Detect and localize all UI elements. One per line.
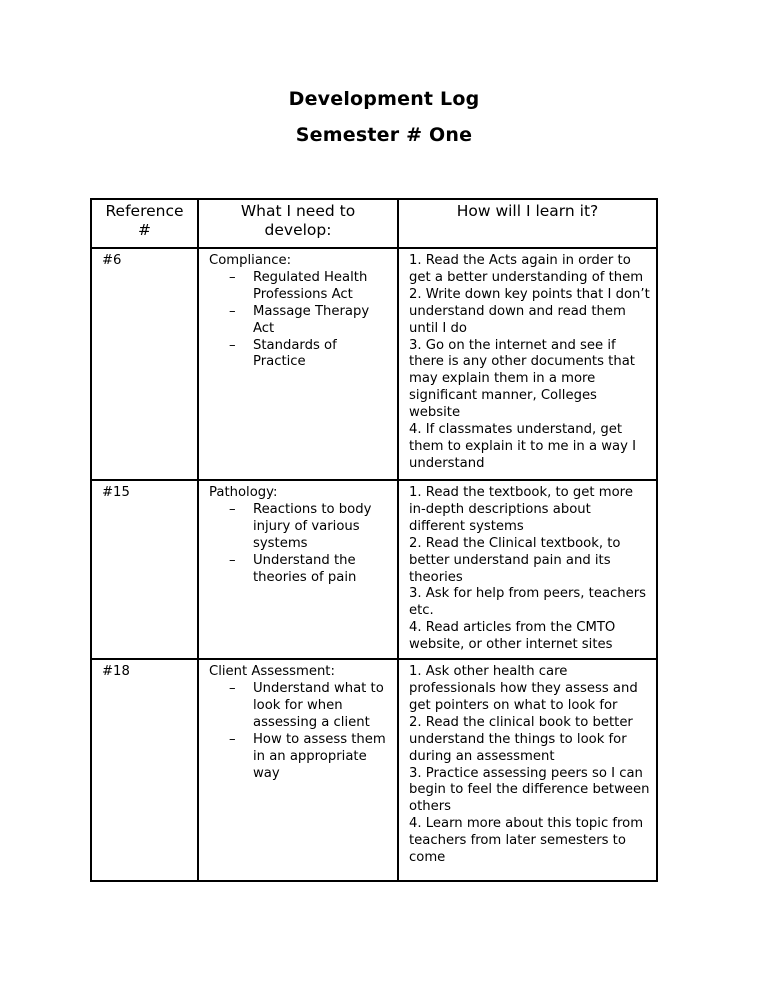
table-row bbox=[91, 248, 657, 480]
document-title: Development Log bbox=[288, 88, 480, 110]
table-header-row bbox=[91, 199, 657, 248]
development-log-table bbox=[90, 198, 658, 882]
topic-list bbox=[209, 270, 391, 371]
reference-cell: #18 bbox=[91, 659, 198, 881]
topic-item: – Standards of Practice bbox=[253, 338, 391, 372]
topic-item: – Massage Therapy Act bbox=[253, 304, 391, 338]
topic-list bbox=[209, 502, 391, 587]
table-row bbox=[91, 659, 657, 881]
learn-cell bbox=[398, 480, 657, 659]
topic-item: – Understand the theories of pain bbox=[253, 553, 391, 587]
learn-step: 4. If classmates understand, get them to explain it to me in a way I understand bbox=[409, 422, 636, 471]
develop-cell bbox=[198, 248, 398, 480]
learn-step: 3. Go on the internet and see if there is any other documents that may explain them in a more significant manner, Colleges website bbox=[409, 337, 635, 421]
learn-step: 4. Learn more about this topic from teachers from later semesters to come bbox=[409, 816, 644, 866]
table-row bbox=[91, 480, 657, 659]
learn-step: 2. Read the clinical book to better understand the things to look for during an assessment bbox=[409, 714, 633, 764]
learn-step: 4. Read articles from the CMTO website, or other internet sites bbox=[409, 620, 616, 653]
topic-title: Client Assessment: bbox=[209, 664, 335, 680]
topic-item: – Understand what to look for when assessing a client bbox=[253, 681, 391, 732]
topic-item: – How to assess them in an appropriate way bbox=[253, 732, 391, 783]
develop-cell bbox=[198, 480, 398, 659]
learn-step: 1. Read the Acts again in order to get a better understanding of them bbox=[409, 253, 644, 285]
reference-cell: #6 bbox=[91, 248, 198, 480]
header-develop: What I need to develop: bbox=[198, 199, 398, 248]
learn-cell bbox=[398, 659, 657, 881]
learn-step: 1. Ask other health care professionals how they assess and get pointers on what to look for bbox=[409, 664, 638, 713]
learn-step: 3. Ask for help from peers, teachers etc. bbox=[409, 586, 647, 619]
reference-cell: #15 bbox=[91, 480, 198, 659]
topic-item: – Regulated Health Professions Act bbox=[253, 270, 391, 304]
learn-cell bbox=[398, 248, 657, 480]
document-subtitle: Semester # One bbox=[295, 124, 473, 146]
learn-step: 3. Practice assessing peers so I can begin to feel the difference between others bbox=[409, 765, 650, 815]
develop-cell bbox=[198, 659, 398, 881]
learn-step: 2. Write down key points that I don’t understand down and read them until I do bbox=[409, 286, 650, 336]
learn-step: 2. Read the Clinical textbook, to better understand pain and its theories bbox=[409, 535, 621, 585]
topic-title: Compliance: bbox=[209, 253, 292, 268]
topic-title: Pathology: bbox=[209, 485, 278, 500]
header-reference: Reference # bbox=[91, 199, 198, 248]
topic-item: – Reactions to body injury of various systems bbox=[253, 502, 391, 553]
header-learn: How will I learn it? bbox=[398, 199, 657, 248]
learn-step: 1. Read the textbook, to get more in-depth descriptions about different systems bbox=[409, 485, 633, 534]
topic-list bbox=[209, 681, 391, 782]
